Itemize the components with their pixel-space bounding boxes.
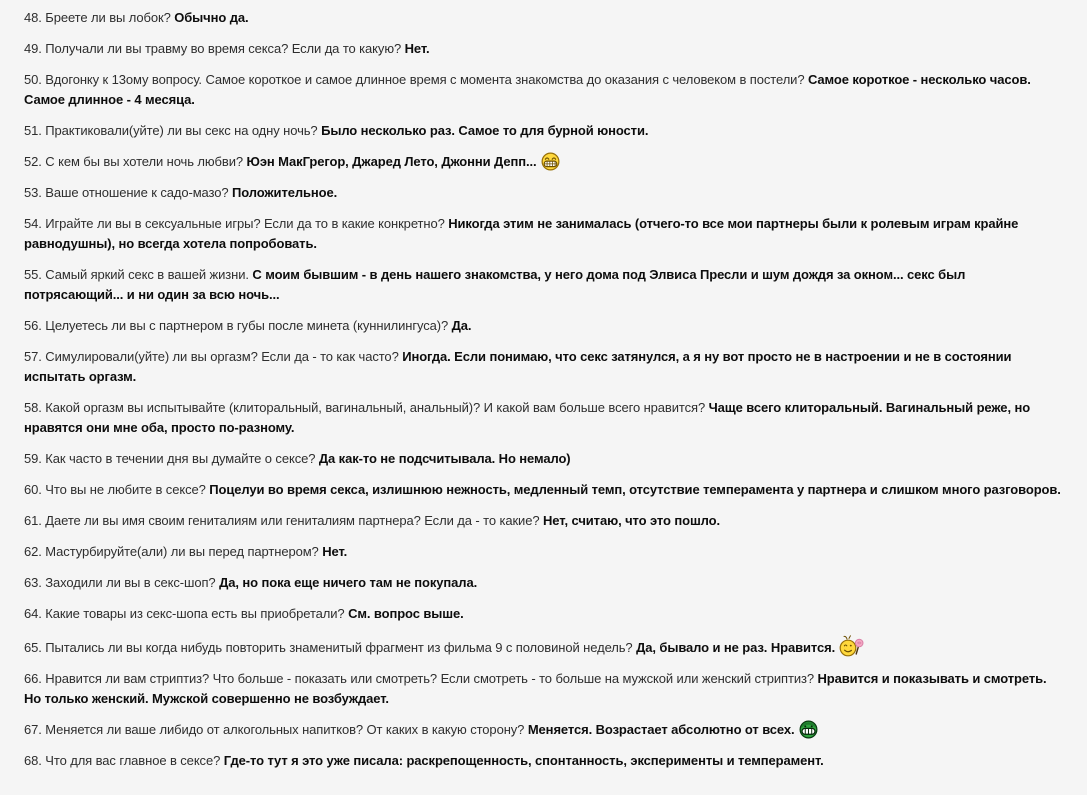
question-number: 56. xyxy=(24,318,42,333)
question-text: Пытались ли вы когда нибудь повторить знаменитый фрагмент из фильма 9 с половиной недель? xyxy=(45,640,633,655)
question-text: Самый яркий секс в вашей жизни. xyxy=(45,267,249,282)
qa-item xyxy=(24,70,1067,110)
answer-text: Меняется. Возрастает абсолютно от всех. xyxy=(527,722,795,737)
qa-item xyxy=(24,604,1067,624)
qa-item xyxy=(24,635,1067,658)
question-number: 61. xyxy=(24,513,42,528)
question-number: 50. xyxy=(24,72,42,87)
question-text: Вдогонку к 13ому вопросу. Самое короткое и самое длинное время с момента знакомства до оказания с человеком в постели? xyxy=(45,72,805,87)
question-number: 57. xyxy=(24,349,42,364)
question-number: 49. xyxy=(24,41,42,56)
answer-text: Да, бывало и не раз. Нравится. xyxy=(636,640,836,655)
question-text: Целуетесь ли вы с партнером в губы после минета (куннилингуса)? xyxy=(45,318,449,333)
question-number: 59. xyxy=(24,451,42,466)
question-text: Ваше отношение к садо-мазо? xyxy=(45,185,229,200)
question-number: 66. xyxy=(24,671,42,686)
answer-text: Положительное. xyxy=(232,185,338,200)
question-text: Меняется ли ваше либидо от алкогольных напитков? От каких в какую сторону? xyxy=(45,722,525,737)
question-number: 54. xyxy=(24,216,42,231)
qa-item xyxy=(24,347,1067,387)
question-text: Заходили ли вы в секс-шоп? xyxy=(45,575,216,590)
question-number: 64. xyxy=(24,606,42,621)
question-text: Получали ли вы травму во время секса? Если да то какую? xyxy=(45,41,402,56)
question-text: Бреете ли вы лобок? xyxy=(45,10,171,25)
question-text: Какие товары из секс-шопа есть вы приобретали? xyxy=(45,606,345,621)
question-number: 68. xyxy=(24,753,42,768)
question-number: 48. xyxy=(24,10,42,25)
answer-text: Иногда. Если понимаю, что секс затянулся, а я ну вот просто не в настроении и не в состоянии испытать оргазм. xyxy=(24,349,1012,384)
qa-item xyxy=(24,751,1067,771)
question-number: 65. xyxy=(24,640,42,655)
answer-text: См. вопрос выше. xyxy=(348,606,464,621)
questionnaire-list xyxy=(24,8,1067,771)
qa-item xyxy=(24,316,1067,336)
question-text: Что для вас главное в сексе? xyxy=(45,753,221,768)
question-number: 60. xyxy=(24,482,42,497)
question-number: 67. xyxy=(24,722,42,737)
answer-text: Поцелуи во время секса, излишнюю нежность, медленный темп, отсутствие темперамента у партнера и слишком много разговоров. xyxy=(209,482,1061,497)
answer-text: Чаще всего клиторальный. Вагинальный реже, но нравятся они мне оба, просто по-разному. xyxy=(24,400,1031,435)
question-text: Что вы не любите в сексе? xyxy=(45,482,206,497)
question-number: 52. xyxy=(24,154,42,169)
qa-item xyxy=(24,39,1067,59)
grin-smiley-icon xyxy=(541,152,560,171)
question-text: Нравится ли вам стриптиз? Что больше - показать или смотреть? Если смотреть - то больше на мужской или женский стриптиз? xyxy=(45,671,814,686)
qa-item xyxy=(24,121,1067,141)
qa-item xyxy=(24,265,1067,305)
answer-text: Да, но пока еще ничего там не покупала. xyxy=(219,575,478,590)
qa-item xyxy=(24,542,1067,562)
qa-item xyxy=(24,214,1067,254)
answer-text: Нет. xyxy=(404,41,430,56)
answer-text: Да. xyxy=(451,318,472,333)
question-number: 55. xyxy=(24,267,42,282)
qa-item xyxy=(24,511,1067,531)
question-text: Симулировали(уйте) ли вы оргазм? Если да - то как часто? xyxy=(45,349,399,364)
answer-text: Где-то тут я это уже писала: раскрепощенность, спонтанность, эксперименты и темперамент. xyxy=(223,753,824,768)
qa-item xyxy=(24,720,1067,740)
answer-text: Да как-то не подсчитывала. Но немало) xyxy=(318,451,571,466)
question-text: Играйте ли вы в сексуальные игры? Если да то в какие конкретно? xyxy=(45,216,445,231)
rose-smiley-icon xyxy=(839,635,865,657)
question-number: 53. xyxy=(24,185,42,200)
question-number: 62. xyxy=(24,544,42,559)
qa-item xyxy=(24,8,1067,28)
qa-item xyxy=(24,669,1067,709)
question-text: Практиковали(уйте) ли вы секс на одну ночь? xyxy=(45,123,318,138)
question-number: 63. xyxy=(24,575,42,590)
question-text: Как часто в течении дня вы думайте о сексе? xyxy=(45,451,316,466)
green-grin-smiley-icon xyxy=(799,720,818,739)
qa-item xyxy=(24,398,1067,438)
question-number: 58. xyxy=(24,400,42,415)
answer-text: Никогда этим не занималась (отчего-то все мои партнеры были к ролевым играм крайне равнодушны), но всегда хотела попробовать. xyxy=(24,216,1019,251)
question-text: Какой оргазм вы испытывайте (клиторальный, вагинальный, анальный)? И какой вам больше всего нравится? xyxy=(45,400,706,415)
answer-text: С моим бывшим - в день нашего знакомства, у него дома под Элвиса Пресли и шум дождя за окном... секс был потрясающий... и ни один за всю ночь... xyxy=(24,267,966,302)
answer-text: Самое короткое - несколько часов. Самое длинное - 4 месяца. xyxy=(24,72,1031,107)
question-number: 51. xyxy=(24,123,42,138)
question-text: Даете ли вы имя своим гениталиям или гениталиям партнера? Если да - то какие? xyxy=(45,513,540,528)
answer-text: Нет, считаю, что это пошло. xyxy=(542,513,721,528)
qa-item xyxy=(24,183,1067,203)
question-text: С кем бы вы хотели ночь любви? xyxy=(45,154,243,169)
question-text: Мастурбируйте(али) ли вы перед партнером? xyxy=(45,544,319,559)
qa-item xyxy=(24,480,1067,500)
answer-text: Нравится и показывать и смотреть. Но только женский. Мужской совершенно не возбуждает. xyxy=(24,671,1047,706)
answer-text: Было несколько раз. Самое то для бурной юности. xyxy=(321,123,649,138)
qa-item xyxy=(24,449,1067,469)
qa-item xyxy=(24,152,1067,172)
qa-item xyxy=(24,573,1067,593)
answer-text: Нет. xyxy=(322,544,348,559)
answer-text: Обычно да. xyxy=(174,10,249,25)
answer-text: Юэн МакГрегор, Джаред Лето, Джонни Депп... xyxy=(246,154,537,169)
